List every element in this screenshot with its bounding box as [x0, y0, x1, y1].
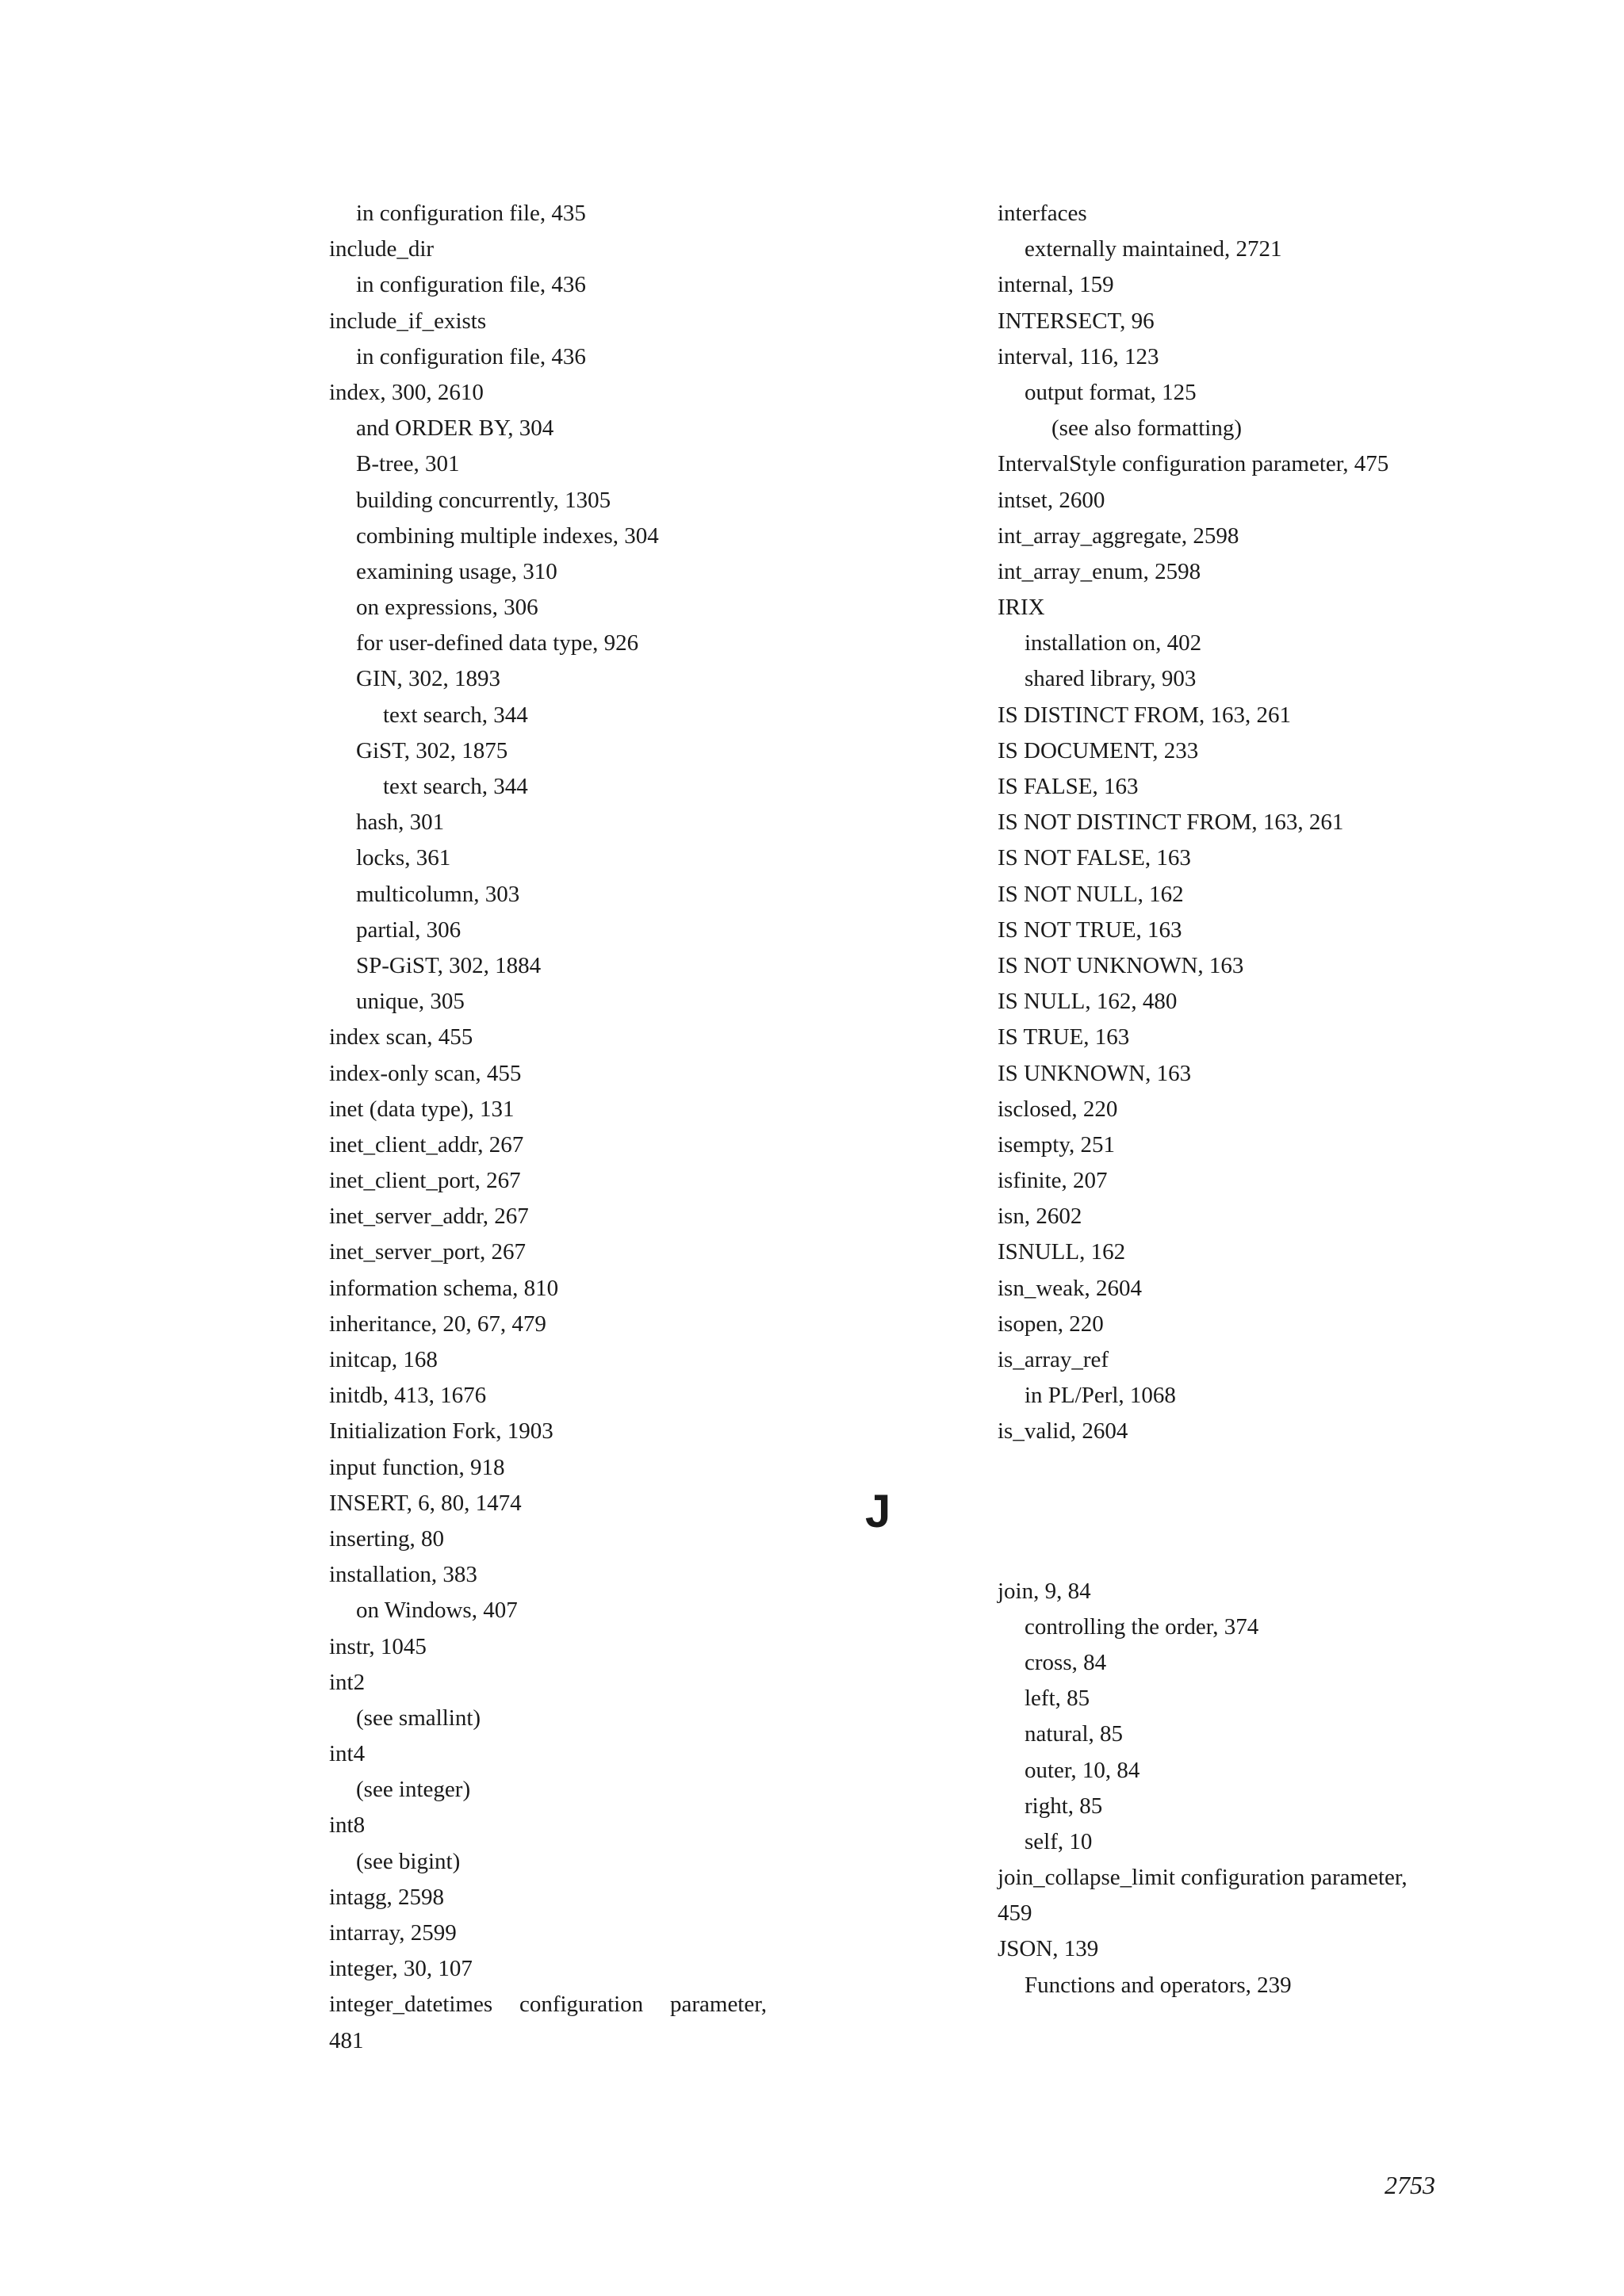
index-subentry: building concurrently, 1305	[356, 487, 611, 513]
index-subentry: output format, 125	[1025, 379, 1197, 405]
index-subentry: on Windows, 407	[356, 1598, 518, 1624]
index-entry: IntervalStyle configuration parameter, 475	[998, 451, 1389, 477]
index-entry: inet_client_port, 267	[329, 1168, 521, 1194]
index-section-i	[998, 196, 1473, 1450]
index-subentry: (see bigint)	[356, 1848, 461, 1874]
index-entry: inet_client_addr, 267	[329, 1131, 524, 1158]
index-section-j	[998, 1574, 1473, 2003]
index-subentry: examining usage, 310	[356, 558, 557, 584]
index-entry: IRIX	[998, 595, 1045, 621]
index-entry: IS NOT NULL, 162	[998, 881, 1184, 907]
index-entry: inheritance, 20, 67, 479	[329, 1311, 546, 1337]
index-subentry: self, 10	[1025, 1828, 1093, 1854]
index-entry: interval, 116, 123	[998, 343, 1159, 369]
index-entry: 481	[329, 2027, 364, 2053]
index-entry: IS NOT DISTINCT FROM, 163, 261	[998, 809, 1344, 836]
index-subentry: Functions and operators, 239	[1025, 1972, 1292, 1998]
index-entry: int_array_aggregate, 2598	[998, 522, 1239, 549]
index-entry: internal, 159	[998, 272, 1114, 298]
index-entry: IS NULL, 162, 480	[998, 989, 1178, 1015]
index-entry: IS DOCUMENT, 233	[998, 737, 1199, 763]
index-entry: inet_server_addr, 267	[329, 1203, 529, 1230]
index-subentry: GIN, 302, 1893	[356, 666, 501, 692]
index-subentry: externally maintained, 2721	[1025, 236, 1282, 262]
index-subentry: (see also formatting)	[1051, 415, 1242, 442]
index-subentry: right, 85	[1025, 1793, 1103, 1819]
index-entry: INSERT, 6, 80, 1474	[329, 1490, 522, 1516]
index-entry: IS FALSE, 163	[998, 774, 1139, 799]
index-subentry: unique, 305	[356, 989, 465, 1015]
index-entry: isfinite, 207	[998, 1168, 1108, 1194]
index-entry: join_collapse_limit configuration parameter,	[998, 1865, 1408, 1891]
index-entry: inserting, 80	[329, 1525, 444, 1552]
index-entry: intagg, 2598	[329, 1884, 444, 1910]
index-entry: int8	[329, 1812, 366, 1839]
index-subentry: GiST, 302, 1875	[356, 737, 508, 763]
index-subentry: (see smallint)	[356, 1705, 481, 1731]
index-entry: is_array_ref	[998, 1347, 1109, 1372]
index-subentry: controlling the order, 374	[1025, 1613, 1259, 1640]
index-entry: int2	[329, 1669, 366, 1695]
index-entry: information schema, 810	[329, 1275, 559, 1301]
page-number: 2753	[1385, 2171, 1435, 2199]
index-subentry: combining multiple indexes, 304	[356, 522, 659, 549]
index-entry: include_dir	[329, 236, 435, 262]
index-entry: join, 9, 84	[998, 1578, 1091, 1604]
section-letter-j: J	[865, 1485, 891, 1537]
index-entry: input function, 918	[329, 1454, 505, 1480]
index-entry: isopen, 220	[998, 1311, 1104, 1337]
index-entry: installation, 383	[329, 1562, 477, 1588]
index-entry: Initialization Fork, 1903	[329, 1418, 553, 1445]
index-subentry: multicolumn, 303	[356, 881, 520, 907]
index-column-right	[865, 196, 1473, 2003]
index-entry: initcap, 168	[329, 1347, 438, 1372]
index-subentry: for user-defined data type, 926	[356, 630, 639, 656]
index-subentry: text search, 344	[383, 702, 528, 728]
index-subentry: in configuration file, 436	[356, 272, 586, 298]
index-entry: int_array_enum, 2598	[998, 558, 1201, 584]
index-subentry: (see integer)	[356, 1777, 471, 1803]
index-subentry: installation on, 402	[1025, 630, 1202, 656]
index-subentry: partial, 306	[356, 916, 462, 943]
index-subentry: in configuration file, 435	[356, 201, 586, 226]
index-entry: index-only scan, 455	[329, 1060, 522, 1086]
index-entry: index scan, 455	[329, 1024, 473, 1050]
index-entry: JSON, 139	[998, 1936, 1099, 1962]
index-entry: 459	[998, 1900, 1032, 1927]
index-entry: IS DISTINCT FROM, 163, 261	[998, 702, 1292, 728]
index-entry: isclosed, 220	[998, 1096, 1118, 1122]
index-entry: include_if_exists	[329, 308, 487, 334]
index-entry: interfaces	[998, 201, 1087, 226]
index-subentry: outer, 10, 84	[1025, 1757, 1140, 1783]
index-entry: intset, 2600	[998, 487, 1105, 513]
index-subentry: and ORDER BY, 304	[356, 415, 554, 442]
index-entry: IS NOT FALSE, 163	[998, 845, 1191, 871]
index-entry: IS NOT UNKNOWN, 163	[998, 952, 1244, 978]
index-entry: is_valid, 2604	[998, 1418, 1128, 1445]
index-entry: IS UNKNOWN, 163	[998, 1060, 1192, 1086]
index-entry: int4	[329, 1741, 366, 1767]
index-entry: ISNULL, 162	[998, 1239, 1126, 1265]
index-subentry: cross, 84	[1025, 1649, 1107, 1675]
index-entry: isn_weak, 2604	[998, 1275, 1143, 1301]
index-entry: IS NOT TRUE, 163	[998, 916, 1182, 943]
index-subentry: locks, 361	[356, 845, 451, 871]
index-entry: instr, 1045	[329, 1633, 427, 1659]
index-entry: initdb, 413, 1676	[329, 1383, 487, 1409]
index-subentry: shared library, 903	[1025, 666, 1197, 692]
index-subentry: natural, 85	[1025, 1721, 1124, 1747]
index-entry: intarray, 2599	[329, 1920, 457, 1946]
index-subentry: in PL/Perl, 1068	[1025, 1383, 1176, 1409]
index-subentry: text search, 344	[383, 774, 528, 799]
index-entry: INTERSECT, 96	[998, 308, 1155, 334]
index-entry: index, 300, 2610	[329, 379, 484, 405]
index-entry: inet (data type), 131	[329, 1096, 515, 1122]
index-subentry: on expressions, 306	[356, 595, 538, 621]
index-entry: isn, 2602	[998, 1203, 1082, 1230]
index-entry: IS TRUE, 163	[998, 1024, 1130, 1050]
index-subentry: B-tree, 301	[356, 451, 460, 477]
index-entry: integer, 30, 107	[329, 1956, 473, 1982]
index-subentry: SP-GiST, 302, 1884	[356, 952, 542, 978]
index-column-left	[329, 196, 805, 2059]
index-subentry: in configuration file, 436	[356, 343, 586, 369]
index-subentry: left, 85	[1025, 1686, 1090, 1712]
index-entry: integer_datetimes configuration parameter,	[329, 1992, 767, 2018]
index-entry: inet_server_port, 267	[329, 1239, 527, 1265]
index-subentry: hash, 301	[356, 809, 445, 836]
index-entry: isempty, 251	[998, 1131, 1115, 1158]
